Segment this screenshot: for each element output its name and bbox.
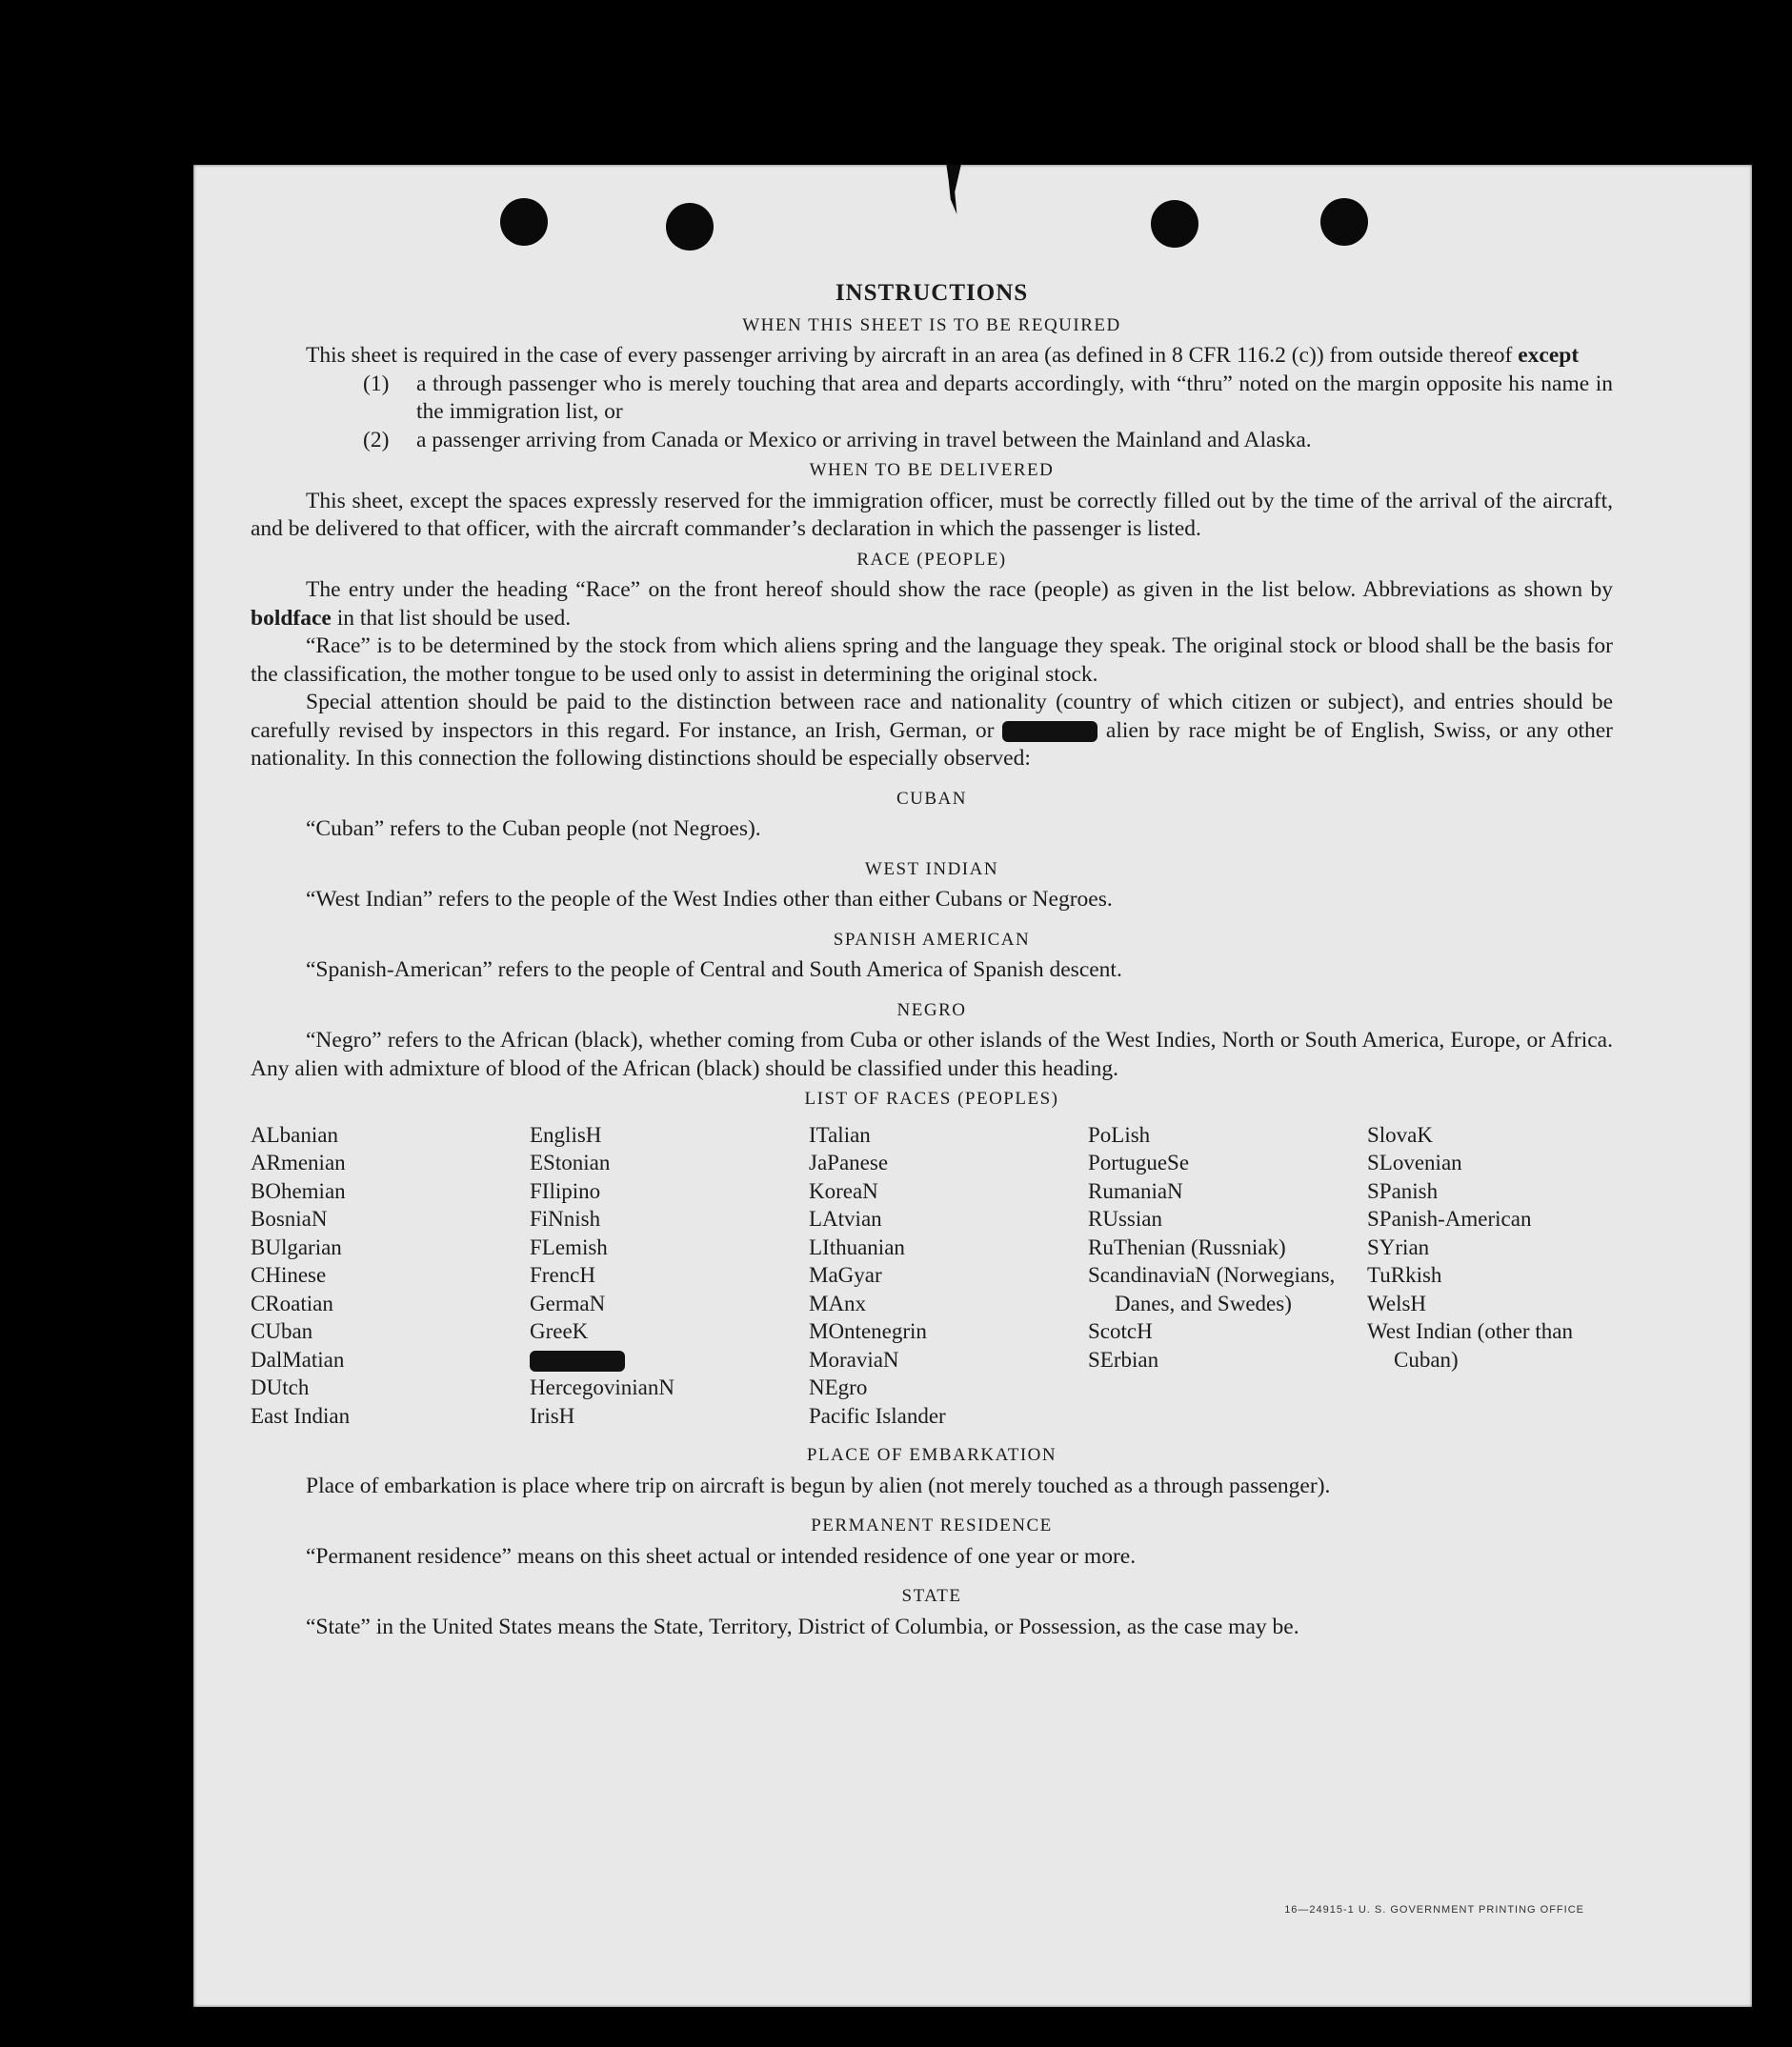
document-sheet xyxy=(193,165,1752,2007)
section-heading: RACE (PEOPLE) xyxy=(856,549,1007,570)
race-item: EStonian xyxy=(530,1151,611,1174)
race-item: ARmenian xyxy=(251,1151,346,1174)
section-heading: WHEN THIS SHEET IS TO BE REQUIRED xyxy=(742,314,1121,335)
race-item: RuThenian (Russniak) xyxy=(1088,1234,1286,1259)
paragraph xyxy=(251,689,1613,773)
section-heading: NEGRO xyxy=(896,999,967,1020)
item-number: (1) xyxy=(363,371,390,396)
race-item: FiNnish xyxy=(530,1207,601,1231)
paragraph: “State” in the United States means the State, Territory, District of Columbia, or Possession, as the case may be. xyxy=(306,1614,1299,1639)
race-item: CUban xyxy=(251,1319,313,1343)
race-item: LIthuanian xyxy=(809,1234,905,1259)
race-column xyxy=(1088,1121,1367,1431)
race-item: BUlgarian xyxy=(251,1234,342,1259)
punch-hole xyxy=(500,198,548,246)
paragraph-text: This sheet is required in the case of every passenger arriving by aircraft in an area (as defined in 8 CFR 116.2 (c)) from outside thereof xyxy=(306,343,1513,368)
race-item: PoLish xyxy=(1088,1122,1151,1147)
paragraph: This sheet, except the spaces expressly reserved for the immigration officer, must be correctly filled out by the time of the arrival of the aircraft, and be delivered to that officer, with the aircraft commander’s declaration in which the passenger is listed. xyxy=(251,488,1613,541)
race-item: SLovenian xyxy=(1367,1151,1462,1174)
race-item: MAnx xyxy=(809,1291,867,1315)
race-item: CHinese xyxy=(251,1263,327,1287)
race-item: SErbian xyxy=(1088,1347,1159,1372)
race-item: EnglisH xyxy=(530,1122,602,1147)
race-list xyxy=(251,1121,1613,1431)
race-item: JaPanese xyxy=(809,1151,889,1174)
list-item xyxy=(363,371,1613,427)
race-item: HercegovinianN xyxy=(530,1375,675,1399)
race-column xyxy=(530,1121,809,1431)
race-item: GreeK xyxy=(530,1319,589,1343)
race-item: LAtvian xyxy=(809,1207,882,1231)
race-item: ITalian xyxy=(809,1122,871,1147)
section-heading: STATE xyxy=(901,1586,962,1606)
race-item: SlovaK xyxy=(1367,1122,1433,1147)
race-item: RUssian xyxy=(1088,1207,1162,1231)
item-number: (2) xyxy=(363,427,390,452)
paragraph: “Permanent residence” means on this sheet actual or intended residence of one year or more. xyxy=(306,1543,1137,1569)
race-item: CRoatian xyxy=(251,1291,333,1315)
race-item: FIlipino xyxy=(530,1178,601,1203)
race-column xyxy=(1367,1121,1613,1431)
race-item: MoraviaN xyxy=(809,1347,899,1372)
race-item: BOhemian xyxy=(251,1178,346,1203)
bold-text: boldface xyxy=(251,605,332,631)
paper-tear xyxy=(942,165,963,214)
paragraph: “Spanish-American” refers to the people of Central and South America of Spanish descent. xyxy=(306,957,1122,982)
redaction-mark xyxy=(530,1351,625,1372)
paragraph xyxy=(251,342,1613,371)
race-item: IrisH xyxy=(530,1403,575,1428)
race-item: BosniaN xyxy=(251,1207,328,1231)
list-item xyxy=(363,427,1613,455)
item-text: a through passenger who is merely touching that area and departs accordingly, with “thru” noted on the margin opposite his name in the immigration list, or xyxy=(416,371,1613,424)
paragraph: “West Indian” refers to the people of the West Indies other than either Cubans or Negroes. xyxy=(306,887,1113,912)
punch-hole xyxy=(1151,200,1198,248)
race-item: East Indian xyxy=(251,1403,351,1428)
race-item: DUtch xyxy=(251,1375,310,1399)
section-heading: PLACE OF EMBARKATION xyxy=(806,1445,1057,1465)
race-item: West Indian (other than Cuban) xyxy=(1367,1319,1573,1372)
paragraph-text: The entry under the heading “Race” on the front hereof should show the race (people) as given in the list below. Abbreviations as shown by xyxy=(306,577,1613,602)
redaction-mark xyxy=(1002,721,1097,742)
race-item: DalMatian xyxy=(251,1347,345,1372)
printer-imprint: 16—24915-1 U. S. GOVERNMENT PRINTING OFFICE xyxy=(1284,1904,1584,1916)
race-column xyxy=(251,1121,530,1431)
section-heading: LIST OF RACES (PEOPLES) xyxy=(804,1089,1059,1109)
paragraph-text: in that list should be used. xyxy=(336,605,572,631)
section-heading: PERMANENT RESIDENCE xyxy=(811,1515,1053,1535)
section-heading: WHEN TO BE DELIVERED xyxy=(809,460,1055,480)
race-item: WelsH xyxy=(1367,1291,1427,1315)
item-text: a passenger arriving from Canada or Mexico or arriving in travel between the Mainland and Alaska. xyxy=(416,427,1312,452)
paragraph xyxy=(251,576,1613,632)
race-item: ScotcH xyxy=(1088,1319,1153,1343)
race-item: TuRkish xyxy=(1367,1263,1442,1287)
section-heading: CUBAN xyxy=(896,788,967,809)
race-item: FrencH xyxy=(530,1263,595,1287)
paragraph: “Race” is to be determined by the stock from which aliens spring and the language they speak. The original stock or blood shall be the basis for the classification, the mother tongue to be used only to assist in determining the original stock. xyxy=(251,633,1613,687)
instructions-content xyxy=(251,279,1613,1641)
punch-hole xyxy=(1320,198,1368,246)
race-item: KoreaN xyxy=(809,1178,878,1203)
paragraph-text: alien by race might be of English, Swiss, or any other nationality. In this connection the following distinctions should be especially observed: xyxy=(251,717,1613,771)
page-title: INSTRUCTIONS xyxy=(835,280,1029,306)
paragraph: “Negro” refers to the African (black), whether coming from Cuba or other islands of the West Indies, North or South America, Europe, or Africa. Any alien with admixture of blood of the African (black) should be classified under this heading. xyxy=(251,1028,1613,1081)
paragraph: Place of embarkation is place where trip on aircraft is begun by alien (not merely touched as a through passenger). xyxy=(306,1473,1331,1498)
race-item: ScandinaviaN (Norwegians, Danes, and Swedes) xyxy=(1088,1263,1336,1315)
race-item: SYrian xyxy=(1367,1234,1430,1259)
paragraph: “Cuban” refers to the Cuban people (not Negroes). xyxy=(306,816,761,841)
race-column xyxy=(809,1121,1088,1431)
race-item: ALbanian xyxy=(251,1122,338,1147)
section-heading: SPANISH AMERICAN xyxy=(833,929,1031,950)
paragraph-text: Special attention should be paid to the distinction between race and nationality (country of which citizen or subject), and entries should be carefully revised by inspectors in this regard. For instance, an Irish, German, or xyxy=(251,690,1613,743)
race-item: RumaniaN xyxy=(1088,1178,1183,1203)
race-item: MaGyar xyxy=(809,1263,882,1287)
race-item: NEgro xyxy=(809,1375,868,1399)
race-item-redacted xyxy=(530,1346,809,1375)
punch-hole xyxy=(666,203,714,251)
race-item: Pacific Islander xyxy=(809,1403,946,1428)
race-item: PortugueSe xyxy=(1088,1151,1190,1174)
race-item: MOntenegrin xyxy=(809,1319,927,1343)
race-item: SPanish-American xyxy=(1367,1207,1532,1231)
bold-text: except xyxy=(1518,343,1580,368)
race-item: FLemish xyxy=(530,1234,608,1259)
section-heading: WEST INDIAN xyxy=(864,858,999,879)
race-item: SPanish xyxy=(1367,1178,1439,1203)
race-item: GermaN xyxy=(530,1291,606,1315)
